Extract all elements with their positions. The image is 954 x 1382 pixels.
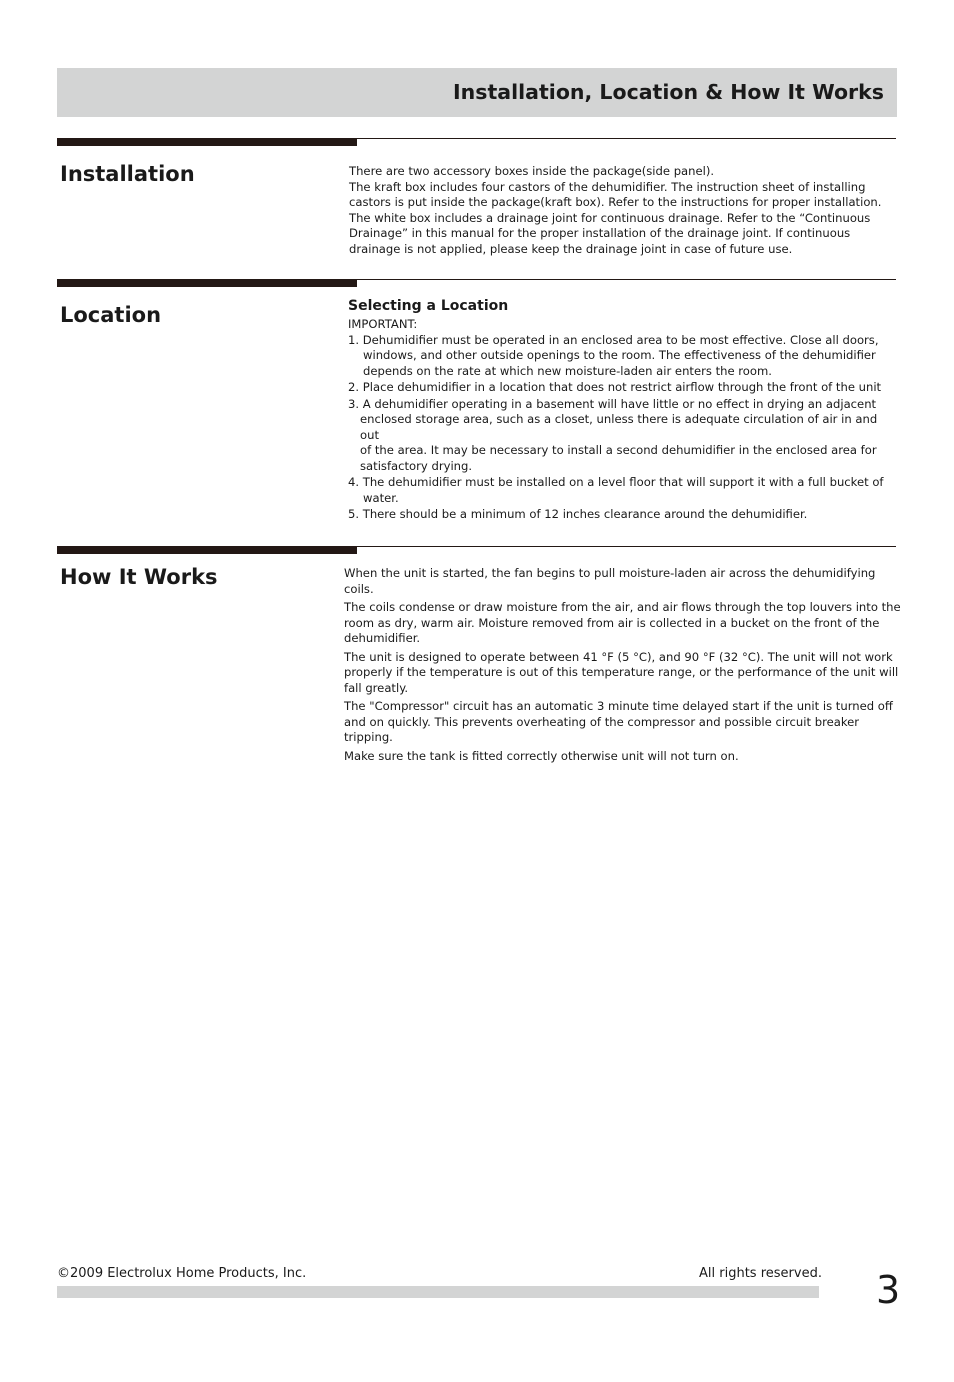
footer-copyright: ©2009 Electrolux Home Products, Inc. (57, 1266, 307, 1281)
text-line: The white box includes a drainage joint for continuous drainage. Refer to the “Continuous (349, 210, 871, 225)
paragraph (344, 650, 904, 697)
list-item (348, 380, 894, 396)
section-rule-thick (57, 546, 357, 554)
list-item-text: windows, and other outside openings to the room. The effectiveness of the dehumidifier (363, 348, 876, 362)
list-item-text: enclosed storage area, such as a closet, unless there is adequate circulation of air in and out (360, 412, 878, 442)
important-label: IMPORTANT: (348, 317, 418, 331)
footer-rights: All rights reserved. (699, 1266, 822, 1281)
text-line: There are two accessory boxes inside the package(side panel). (349, 164, 715, 178)
text-line: The "Compressor" circuit has an automatic 3 minute time delayed start if the unit is turned off (344, 699, 893, 713)
list-item-text: 1. Dehumidifier must be operated in an enclosed area to be most effective. Close all doors, (348, 332, 879, 347)
list-item-text: of the area. It may be necessary to install a second dehumidifier in the enclosed area for (360, 443, 877, 457)
text-line: The unit is designed to operate between 41 °F (5 °C), and 90 °F (32 °C). The unit will not work (344, 649, 893, 664)
list-item (348, 333, 894, 380)
list-item (348, 397, 894, 475)
how-it-works-heading: How It Works (60, 565, 218, 589)
paragraph (344, 566, 904, 597)
section-rule-thin (357, 279, 896, 280)
footer-bar (57, 1286, 819, 1298)
section-rule-thin (357, 138, 896, 139)
page-title: Installation, Location & How It Works (453, 80, 884, 104)
section-rule-thick (57, 138, 357, 146)
paragraph (344, 600, 904, 647)
location-list (348, 333, 894, 523)
list-item-text: water. (363, 490, 399, 505)
list-item-text: 2. Place dehumidifier in a location that does not restrict airflow through the front of the unit (348, 380, 882, 394)
list-item-text: 5. There should be a minimum of 12 inches clearance around the dehumidifier. (348, 507, 808, 521)
page-header-bar (57, 68, 897, 117)
text-line: The kraft box includes four castors of the dehumidifier. The instruction sheet of installing (349, 179, 866, 194)
section-rule-thin (357, 546, 896, 547)
text-line: Drainage” in this manual for the proper installation of the drainage joint. If continuous (349, 226, 851, 240)
text-line: fall greatly. (344, 680, 409, 695)
text-line: properly if the temperature is out of this temperature range, or the performance of the unit will (344, 665, 899, 679)
how-it-works-text (344, 566, 904, 767)
list-item-text: 3. A dehumidifier operating in a basement will have little or no effect in drying an adjacent (348, 396, 877, 411)
paragraph (344, 749, 904, 765)
list-item-text: satisfactory drying. (360, 458, 473, 473)
paragraph (344, 699, 904, 746)
installation-text (349, 164, 894, 257)
location-text (348, 297, 894, 524)
location-heading: Location (60, 303, 162, 327)
selecting-location-subheading: Selecting a Location (348, 298, 509, 314)
list-item (348, 475, 894, 506)
section-rule-thick (57, 279, 357, 287)
installation-heading: Installation (60, 162, 195, 186)
text-line: drainage is not applied, please keep the drainage joint in case of future use. (349, 241, 793, 256)
list-item-text: depends on the rate at which new moisture-laden air enters the room. (363, 363, 772, 378)
text-line: The coils condense or draw moisture from the air, and air flows through the top louvers into the (344, 600, 901, 614)
text-line: room as dry, warm air. Moisture removed from air is collected in a bucket on the front of the (344, 615, 880, 630)
page-number: 3 (876, 1268, 901, 1312)
list-item-text: 4. The dehumidifier must be installed on a level floor that will support it with a full bucket of (348, 475, 884, 489)
list-item (348, 507, 894, 523)
text-line: dehumidifier. (344, 631, 421, 645)
text-line: and on quickly. This prevents overheating of the compressor and possible circuit breaker tripping. (344, 714, 860, 744)
text-line: When the unit is started, the fan begins to pull moisture-laden air across the dehumidifying coils. (344, 566, 876, 596)
text-line: Make sure the tank is fitted correctly otherwise unit will not turn on. (344, 748, 739, 763)
text-line: castors is put inside the package(kraft box). Refer to the instructions for proper installation. (349, 195, 882, 209)
